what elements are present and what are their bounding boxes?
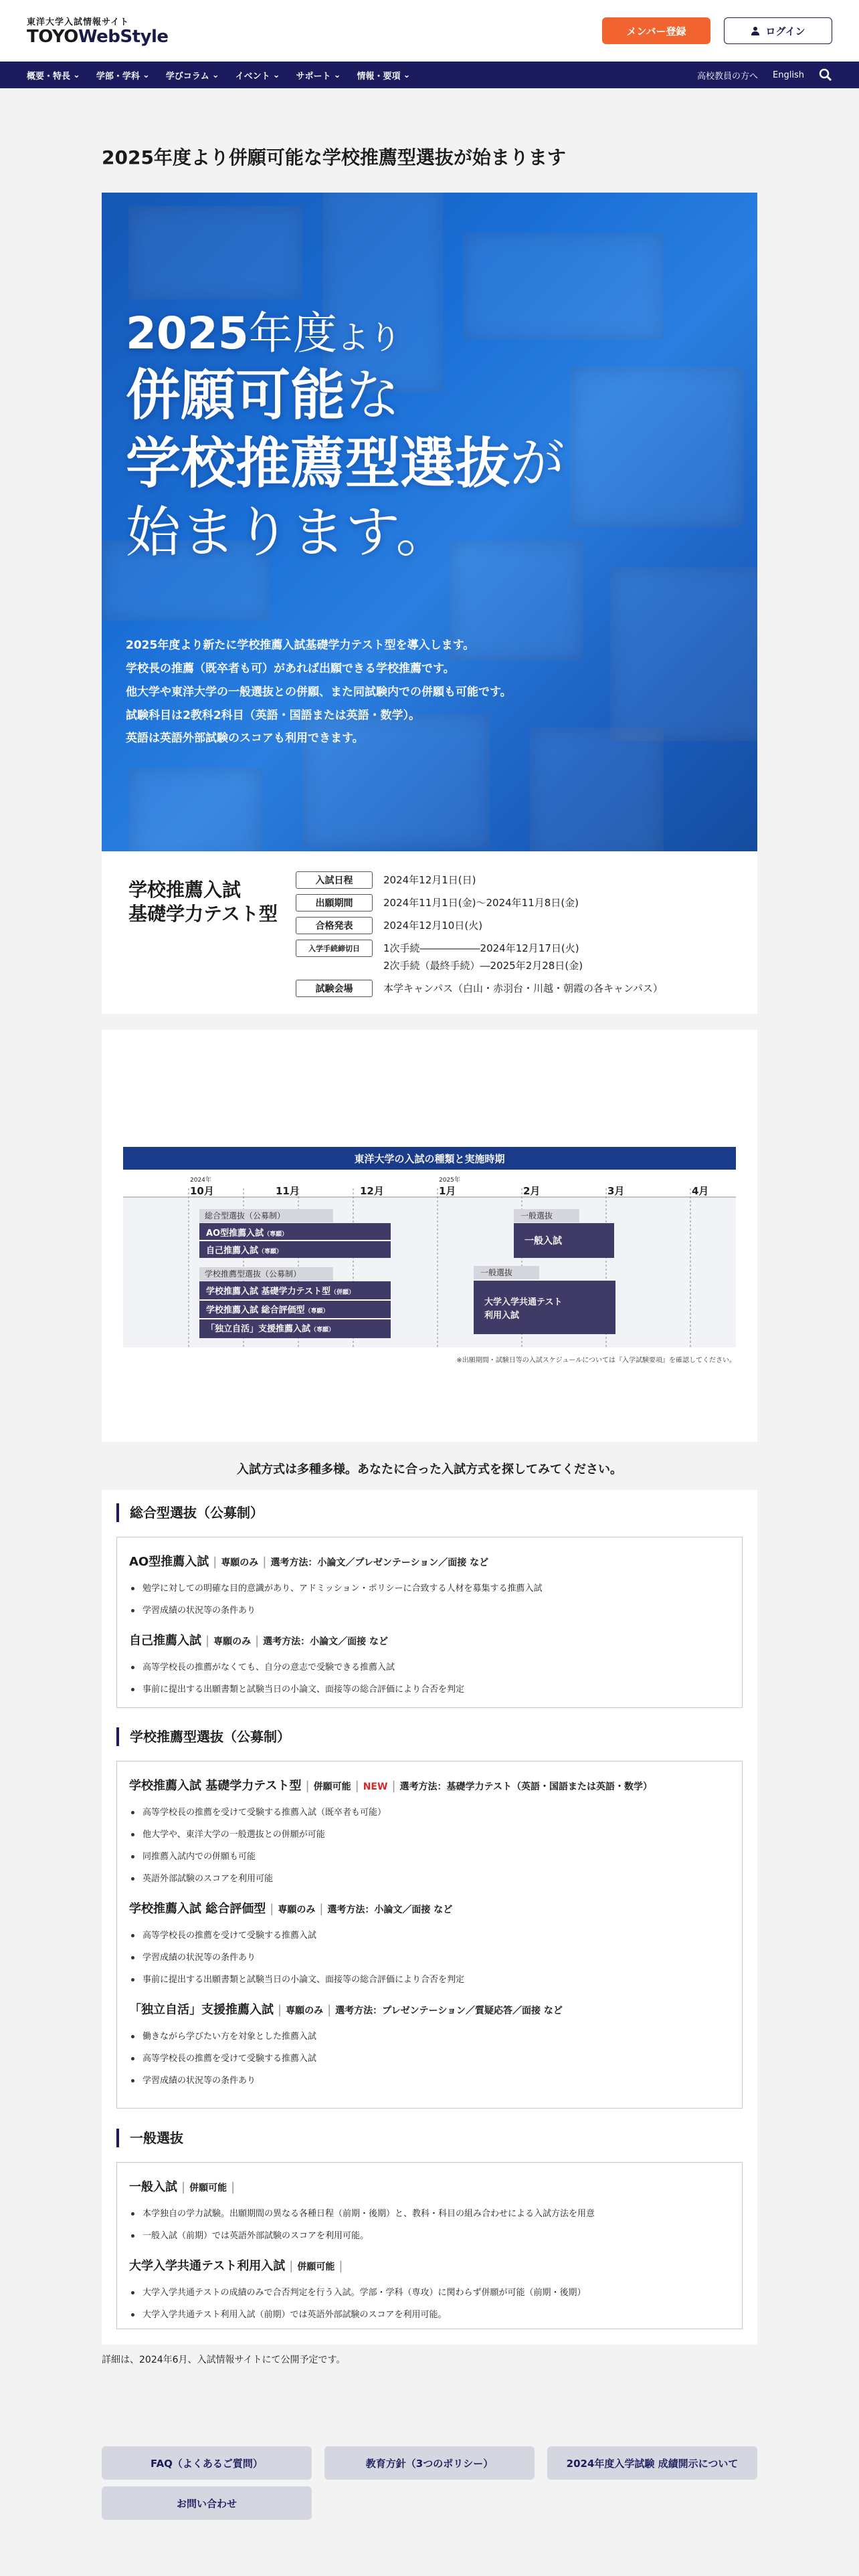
hero-headline: 2025年度より 併願可能な 学校推薦型選抜が 始まります。 <box>126 308 565 564</box>
category-heading-school: 学校推薦型選抜（公募制） <box>116 1727 290 1746</box>
method-dokuritsu: 「独立自活」支援推薦入試 | 専願のみ | 選考方法：プレゼンテーション／質疑応答／面接 など 働きながら学びたい方を対象とした推薦入試 高等学校長の推薦を受けて受験する推薦入試 学習成績の状況等の条件あり <box>129 2000 730 2092</box>
nav-item-faculties[interactable]: 学部・学科 ⌄ <box>96 70 150 82</box>
month-label: 3月 <box>607 1185 625 1197</box>
register-button[interactable]: メンバー登録 <box>602 17 710 44</box>
bar-jiko: 自己推薦入試（専願） <box>206 1246 283 1256</box>
info-row-venue: 試験会場 本学キャンパス（白山・赤羽台・川越・朝霞の各キャンパス） <box>296 980 663 997</box>
nav-item-events[interactable]: イベント ⌄ <box>235 70 280 82</box>
method-ippan: 一般入試 | 併願可能 | 本学独自の学力試験。出願期間の異なる各種日程（前期・後期）と、教科・科目の組み合わせによる入試方法を用意 一般入試（前期）では英語外部試験のスコアを利用可能。 <box>129 2177 730 2247</box>
category-heading-comprehensive: 総合型選抜（公募制） <box>116 1503 264 1522</box>
bar-ippan: 一般入試 <box>524 1236 562 1247</box>
chevron-down-icon: ⌄ <box>73 70 80 80</box>
category-box-general <box>116 2162 743 2329</box>
bar-kyotsu-line2: 利用入試 <box>484 1311 520 1321</box>
bar-dokuritsu: 「独立自活」支援推薦入試（専願） <box>206 1324 335 1334</box>
info-row-result: 合格発表 2024年12月10日(火) <box>296 917 663 934</box>
info-row-exam-date: 入試日程 2024年12月1日(日) <box>296 871 663 889</box>
exam-info-title: 学校推薦入試 基礎学力テスト型 <box>128 879 278 926</box>
nav-english-link[interactable]: English <box>773 70 804 80</box>
policy-button[interactable]: 教育方針（3つのポリシー） <box>324 2446 535 2480</box>
bar-kyotsu-line1: 大学入学共通テスト <box>484 1297 563 1307</box>
chevron-down-icon: ⌄ <box>403 70 411 80</box>
nav-item-overview[interactable]: 概要・特長 ⌄ <box>27 70 80 82</box>
chevron-down-icon: ⌄ <box>211 70 219 80</box>
category-heading-general: 一般選抜 <box>116 2129 183 2147</box>
method-jiko: 自己推薦入試 | 専願のみ | 選考方法：小論文／面接 など 高等学校長の推薦がなくても、自分の意志で受験できる推薦入試 事前に提出する出願書類と試験当日の小論文、面接等の総合評価により合否を判定 <box>129 1631 730 1701</box>
bar-ao: AO型推薦入試（専願） <box>206 1228 288 1239</box>
hero-description: 2025年度より新たに学校推薦入試基礎学力テスト型を導入します。 学校長の推薦（既卒者も可）があれば出願できる学校推薦です。 他大学や東洋大学の一般選抜との併願、また同試験内での併願も可能です。 試験科目は2教科2科目（英語・国語または英語・数学）。 英語は英語外部試験のスコアも利用できます。 <box>126 639 512 746</box>
category-box-school <box>116 1761 743 2109</box>
user-icon <box>751 26 760 35</box>
schedule-note: ※出願期間・試験日等の入試スケジュールについては『入学試験要項』を確認してください。 <box>456 1357 736 1364</box>
chevron-down-icon: ⌄ <box>333 70 341 80</box>
chevron-down-icon: ⌄ <box>142 70 150 80</box>
month-label: 4月 <box>692 1185 709 1197</box>
nav-teachers-link[interactable]: 高校教員の方へ <box>697 71 759 82</box>
bar-kiso: 学校推薦入試 基礎学力テスト型（併願） <box>206 1287 355 1297</box>
month-label: 2月 <box>523 1185 541 1197</box>
faq-button[interactable]: FAQ（よくあるご質問） <box>102 2446 312 2480</box>
method-sogo: 学校推薦入試 総合評価型 | 専願のみ | 選考方法：小論文／面接 など 高等学校長の推薦を受けて受験する推薦入試 学習成績の状況等の条件あり 事前に提出する出願書類と試験当日の小論文、面接等の総合評価により合否を判定 <box>129 1899 730 1991</box>
group-label-general-2: 一般選抜 <box>480 1268 513 1277</box>
site-logo[interactable] <box>27 15 169 47</box>
group-label-comprehensive: 総合型選抜（公募制） <box>205 1211 286 1220</box>
login-button[interactable]: ログイン <box>724 17 832 44</box>
hero-banner <box>102 193 757 851</box>
group-label-general: 一般選抜 <box>520 1211 553 1220</box>
group-label-school: 学校推薦型選抜（公募制） <box>205 1269 302 1279</box>
method-ao: AO型推薦入試 | 専願のみ | 選考方法：小論文／プレゼンテーション／面接 など 勉学に対しての明確な目的意識があり、アドミッション・ポリシーに合致する人材を募集する推薦入試 学習成績の状況等の条件あり <box>129 1552 730 1622</box>
nav-item-info[interactable]: 情報・要項 ⌄ <box>357 70 411 82</box>
page-title: 2025年度より併願可能な学校推薦型選抜が始まります <box>102 146 566 169</box>
category-box-comprehensive <box>116 1537 743 1708</box>
month-label: 12月 <box>360 1185 384 1197</box>
exam-methods-list <box>102 1490 757 2345</box>
method-kiso: 学校推薦入試 基礎学力テスト型 | 併願可能 | NEW | 選考方法：基礎学力テスト（英語・国語または英語・数学） 高等学校長の推薦を受けて受験する推薦入試（既卒者も可能） 他大学や、東洋大学の一般選抜との併願が可能 同推薦入試内での併願も可能 英語外部試験のスコアを利用可能 <box>129 1776 730 1890</box>
search-icon[interactable] <box>819 68 832 82</box>
lead-text: 入試方式は多種多様。あなたに合った入試方式を探してみてください。 <box>237 1463 622 1477</box>
schedule-panel <box>102 1030 757 1442</box>
schedule-heading: 東洋大学の入試の種類と実施時期 <box>123 1147 736 1170</box>
contact-button[interactable]: お問い合わせ <box>102 2486 312 2520</box>
main-nav <box>0 62 859 88</box>
score-disclosure-button[interactable]: 2024年度入学試験 成績開示について <box>547 2446 757 2480</box>
year-2024-label: 2024年 <box>190 1177 211 1184</box>
logo-title: TOYOWebStyle <box>27 27 169 47</box>
chevron-down-icon: ⌄ <box>272 70 280 80</box>
info-row-application: 出願期間 2024年11月1日(金)～2024年11月8日(金) <box>296 894 663 911</box>
logo-subtitle: 東洋大学入試情報サイト <box>27 17 130 28</box>
month-label: 10月 <box>190 1185 214 1197</box>
info-row-deadline: 入学手続締切日 1次手続――――――2024年12月17日(火) 2次手続（最終手続）―2025年2月28日(金) <box>296 940 663 974</box>
bar-sogo: 学校推薦入試 総合評価型（専願） <box>206 1305 329 1315</box>
year-2025-label: 2025年 <box>439 1177 460 1184</box>
month-label: 1月 <box>439 1185 456 1197</box>
exam-info-panel <box>102 851 757 1014</box>
method-kyotsu: 大学入学共通テスト利用入試 | 併願可能 | 大学入学共通テストの成績のみで合否判定を行う入試。学部・学科（専攻）に関わらず併願が可能（前期・後期） 大学入学共通テスト利用入試（前期）では英語外部試験のスコアを利用可能。 <box>129 2256 730 2326</box>
schedule-chart <box>123 1174 736 1351</box>
site-header <box>0 0 859 62</box>
month-label: 11月 <box>276 1185 300 1197</box>
nav-item-support[interactable]: サポート ⌄ <box>296 70 341 82</box>
detail-note: 詳細は、2024年6月、入試情報サイトにて公開予定です。 <box>102 2355 346 2365</box>
nav-item-column[interactable]: 学びコラム ⌄ <box>165 70 219 82</box>
